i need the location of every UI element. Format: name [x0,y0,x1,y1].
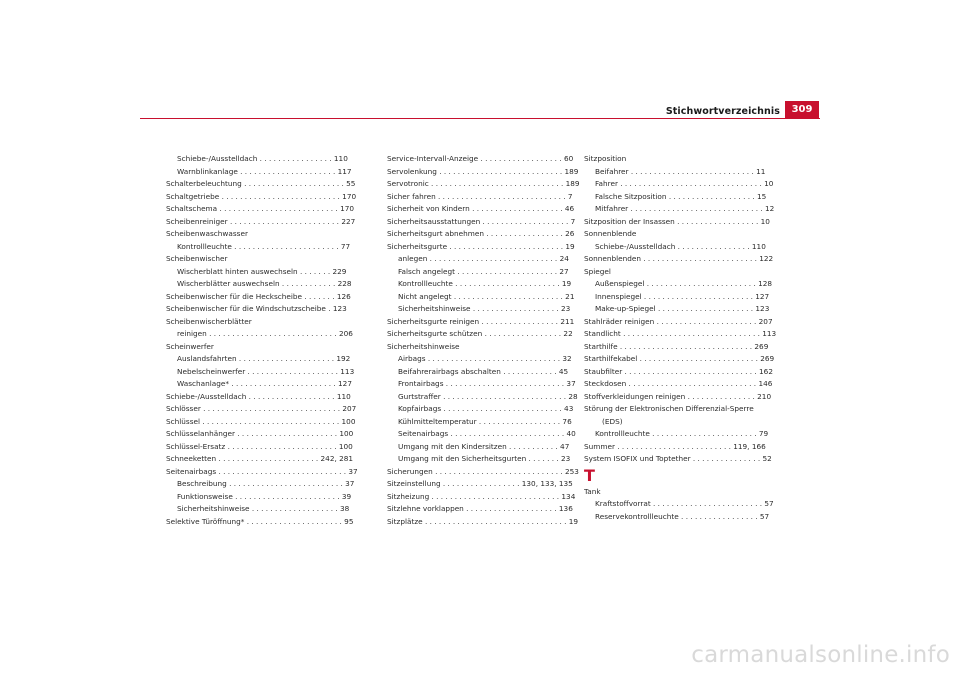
index-entry: Stahlräder reinigen . . . . . . . . . . . . . . . . . . . . . . 207 [584,316,773,326]
index-entry: Sicherungen . . . . . . . . . . . . . . . . . . . . . . . . . . . . 253 [387,466,579,476]
index-entry: Sitzposition [584,154,627,163]
index-subentry: Nebelscheinwerfer . . . . . . . . . . . . . . . . . . . . 113 [177,366,355,376]
index-entry: Sitzlehne vorklappen . . . . . . . . . . . . . . . . . . . . 136 [387,504,573,513]
index-subentry: Airbags . . . . . . . . . . . . . . . . . . . . . . . . . . . . . 32 [398,354,572,363]
index-subentry: Seitenairbags . . . . . . . . . . . . . . . . . . . . . . . . . 40 [398,429,576,438]
index-entry: Schlüsselanhänger . . . . . . . . . . . . . . . . . . . . . . 100 [166,429,354,438]
index-subentry: Sicherheitshinweise . . . . . . . . . . . . . . . . . . . 23 [398,304,571,313]
index-entry: Servotronic . . . . . . . . . . . . . . . . . . . . . . . . . . . . . 189 [387,179,580,188]
index-entry: Spiegel [584,266,611,276]
index-entry: Störung der Elektronischen Differenzial-Sperre [584,404,754,413]
index-entry: Scheibenwischerblätter [166,316,252,326]
index-entry: Sicherheit von Kindern . . . . . . . . . . . . . . . . . . . . 46 [387,204,575,213]
index-entry: Schaltgetriebe . . . . . . . . . . . . . . . . . . . . . . . . . . 170 [166,191,357,201]
index-subentry: Falsch angelegt . . . . . . . . . . . . . . . . . . . . . . 27 [398,266,569,276]
index-entry: Sicher fahren . . . . . . . . . . . . . . . . . . . . . . . . . . . . 7 [387,191,573,201]
index-column-3 [584,153,822,523]
page-number-badge: 309 [785,101,819,119]
index-entry: Sicherheitsgurte reinigen . . . . . . . . . . . . . . . . . 211 [387,316,575,326]
index-subentry: Schiebe-/Ausstelldach . . . . . . . . . . . . . . . . 110 [595,241,766,251]
index-entry: Standlicht . . . . . . . . . . . . . . . . . . . . . . . . . . . . . . 113 [584,329,777,338]
index-entry: Starthilfekabel . . . . . . . . . . . . . . . . . . . . . . . . . . 269 [584,354,775,363]
index-subentry: Kopfairbags . . . . . . . . . . . . . . . . . . . . . . . . . . 43 [398,404,574,413]
index-entry: Sitzeinstellung . . . . . . . . . . . . . . . . . 130, 133, 135 [387,479,573,488]
index-subentry: Außenspiegel . . . . . . . . . . . . . . . . . . . . . . . . 128 [595,279,773,288]
index-subentry: Gurtstraffer . . . . . . . . . . . . . . . . . . . . . . . . . . . 28 [398,391,578,401]
index-entry: Scheibenwischer [166,254,228,263]
index-subentry: Frontairbags . . . . . . . . . . . . . . . . . . . . . . . . . . 37 [398,379,576,388]
index-entry: Sicherheitsgurt abnehmen . . . . . . . . . . . . . . . . . 26 [387,229,575,238]
index-entry: Sicherheitshinweise [387,341,460,351]
section-letter: T [584,465,595,485]
index-entry: Selektive Türöffnung* . . . . . . . . . . . . . . . . . . . . . 95 [166,516,354,526]
index-column-1 [166,153,404,528]
index-entry: Summer . . . . . . . . . . . . . . . . . . . . . . . . . 119, 166 [584,441,766,451]
index-subentry: Kontrollleuchte . . . . . . . . . . . . . . . . . . . . . . . 79 [595,429,769,438]
header-rule [140,118,820,119]
index-subentry: Kraftstoffvorrat . . . . . . . . . . . . . . . . . . . . . . . . 57 [595,499,774,508]
index-entry: Sicherheitsgurte . . . . . . . . . . . . . . . . . . . . . . . . . 19 [387,241,575,251]
index-subentry: Wischerblatt hinten auswechseln . . . . . . . 229 [177,266,347,276]
index-subentry: Kühlmitteltemperatur . . . . . . . . . . . . . . . . . . 76 [398,416,572,426]
index-entry: Sicherheitsausstattungen . . . . . . . . . . . . . . . . . . . 7 [387,216,576,226]
index-entry: Sitzposition der Insassen . . . . . . . . . . . . . . . . . . 10 [584,216,770,226]
index-subentry: Innenspiegel . . . . . . . . . . . . . . . . . . . . . . . . 127 [595,291,770,301]
index-entry: Service-Intervall-Anzeige . . . . . . . . . . . . . . . . . . 60 [387,154,574,163]
index-subentry: Fahrer . . . . . . . . . . . . . . . . . . . . . . . . . . . . . . . 10 [595,179,774,188]
index-subentry: Beschreibung . . . . . . . . . . . . . . . . . . . . . . . . . 37 [177,479,355,488]
index-subentry: reinigen . . . . . . . . . . . . . . . . . . . . . . . . . . . . 206 [177,329,353,338]
index-subentry: Umgang mit den Sicherheitsgurten . . . . . . . 23 [398,454,571,463]
index-subentry: Umgang mit den Kindersitzen . . . . . . . . . . . 47 [398,441,570,451]
index-entry: Sitzplätze . . . . . . . . . . . . . . . . . . . . . . . . . . . . . . . 19 [387,516,579,526]
index-entry: System ISOFIX und Toptether . . . . . . . . . . . . . . . 52 [584,454,772,463]
index-entry: Schalterbeleuchtung . . . . . . . . . . . . . . . . . . . . . . 55 [166,179,356,188]
index-subentry: Waschanlage* . . . . . . . . . . . . . . . . . . . . . . . 127 [177,379,352,388]
index-subentry: Warnblinkanlage . . . . . . . . . . . . . . . . . . . . . 117 [177,166,352,176]
index-entry: Scheibenreiniger . . . . . . . . . . . . . . . . . . . . . . . . 227 [166,216,356,226]
index-subentry: Kontrollleuchte . . . . . . . . . . . . . . . . . . . . . . . 77 [177,241,351,251]
index-entry: Schlösser . . . . . . . . . . . . . . . . . . . . . . . . . . . . . . 207 [166,404,357,413]
index-subentry: anlegen . . . . . . . . . . . . . . . . . . . . . . . . . . . . 24 [398,254,569,263]
index-entry: Sicherheitsgurte schützen . . . . . . . . . . . . . . . . . 22 [387,329,573,338]
index-entry: Stoffverkleidungen reinigen . . . . . . . . . . . . . . . 210 [584,391,772,401]
index-subentry: Mitfahrer . . . . . . . . . . . . . . . . . . . . . . . . . . . . . 12 [595,204,775,213]
watermark: carmanualsonline.info [691,642,950,668]
index-entry: Staubfilter . . . . . . . . . . . . . . . . . . . . . . . . . . . . . 162 [584,366,773,376]
index-entry: Sonnenblenden . . . . . . . . . . . . . . . . . . . . . . . . . 122 [584,254,774,263]
index-subentry: Sicherheitshinweise . . . . . . . . . . . . . . . . . . . 38 [177,504,350,513]
index-entry: (EDS) [602,416,623,426]
index-subentry: Auslandsfahrten . . . . . . . . . . . . . . . . . . . . . 192 [177,354,351,363]
index-subentry: Kontrollleuchte . . . . . . . . . . . . . . . . . . . . . . . 19 [398,279,572,288]
index-entry: Steckdosen . . . . . . . . . . . . . . . . . . . . . . . . . . . . 146 [584,379,773,388]
index-entry: Starthilfe . . . . . . . . . . . . . . . . . . . . . . . . . . . . . 269 [584,341,769,351]
index-subentry: Wischerblätter auswechseln . . . . . . . . . . . . 228 [177,279,352,288]
index-entry: Schneeketten . . . . . . . . . . . . . . . . . . . . . . 242, 281 [166,454,354,463]
index-entry: Scheibenwischer für die Windschutzscheibe . 123 [166,304,347,313]
index-entry: Sonnenblende [584,229,637,238]
index-entry: Scheibenwischer für die Heckscheibe . . . . . . . 126 [166,291,351,301]
index-subentry: Beifahrer . . . . . . . . . . . . . . . . . . . . . . . . . . . 11 [595,166,766,176]
index-entry: Schlüssel-Ersatz . . . . . . . . . . . . . . . . . . . . . . . . 100 [166,441,353,451]
page-header-title: Stichwortverzeichnis [665,106,780,117]
index-subentry: Falsche Sitzposition . . . . . . . . . . . . . . . . . . . 15 [595,191,767,201]
index-subentry: Beifahrerairbags abschalten . . . . . . . . . . . . 45 [398,366,569,376]
index-entry: Sitzheizung . . . . . . . . . . . . . . . . . . . . . . . . . . . . 134 [387,491,576,501]
index-subentry: Nicht angelegt . . . . . . . . . . . . . . . . . . . . . . . . 21 [398,291,575,301]
index-subentry: Reservekontrollleuchte . . . . . . . . . . . . . . . . . 57 [595,511,770,521]
index-entry: Tank [584,486,601,496]
index-entry: Servolenkung . . . . . . . . . . . . . . . . . . . . . . . . . . . 189 [387,166,579,176]
index-entry: Seitenairbags . . . . . . . . . . . . . . . . . . . . . . . . . . . . 37 [166,466,358,476]
index-entry: Scheinwerfer [166,341,214,351]
index-entry: Schiebe-/Ausstelldach . . . . . . . . . . . . . . . . . . . 110 [166,391,351,401]
index-entry: Scheibenwaschwasser [166,229,248,238]
index-subentry: Make-up-Spiegel . . . . . . . . . . . . . . . . . . . . . 123 [595,304,770,313]
index-entry: Schlüssel . . . . . . . . . . . . . . . . . . . . . . . . . . . . . . 100 [166,416,356,426]
index-entry: Schaltschema . . . . . . . . . . . . . . . . . . . . . . . . . . 170 [166,204,354,213]
index-subentry: Schiebe-/Ausstelldach . . . . . . . . . . . . . . . . 110 [177,154,348,163]
index-subentry: Funktionsweise . . . . . . . . . . . . . . . . . . . . . . . 39 [177,491,352,501]
